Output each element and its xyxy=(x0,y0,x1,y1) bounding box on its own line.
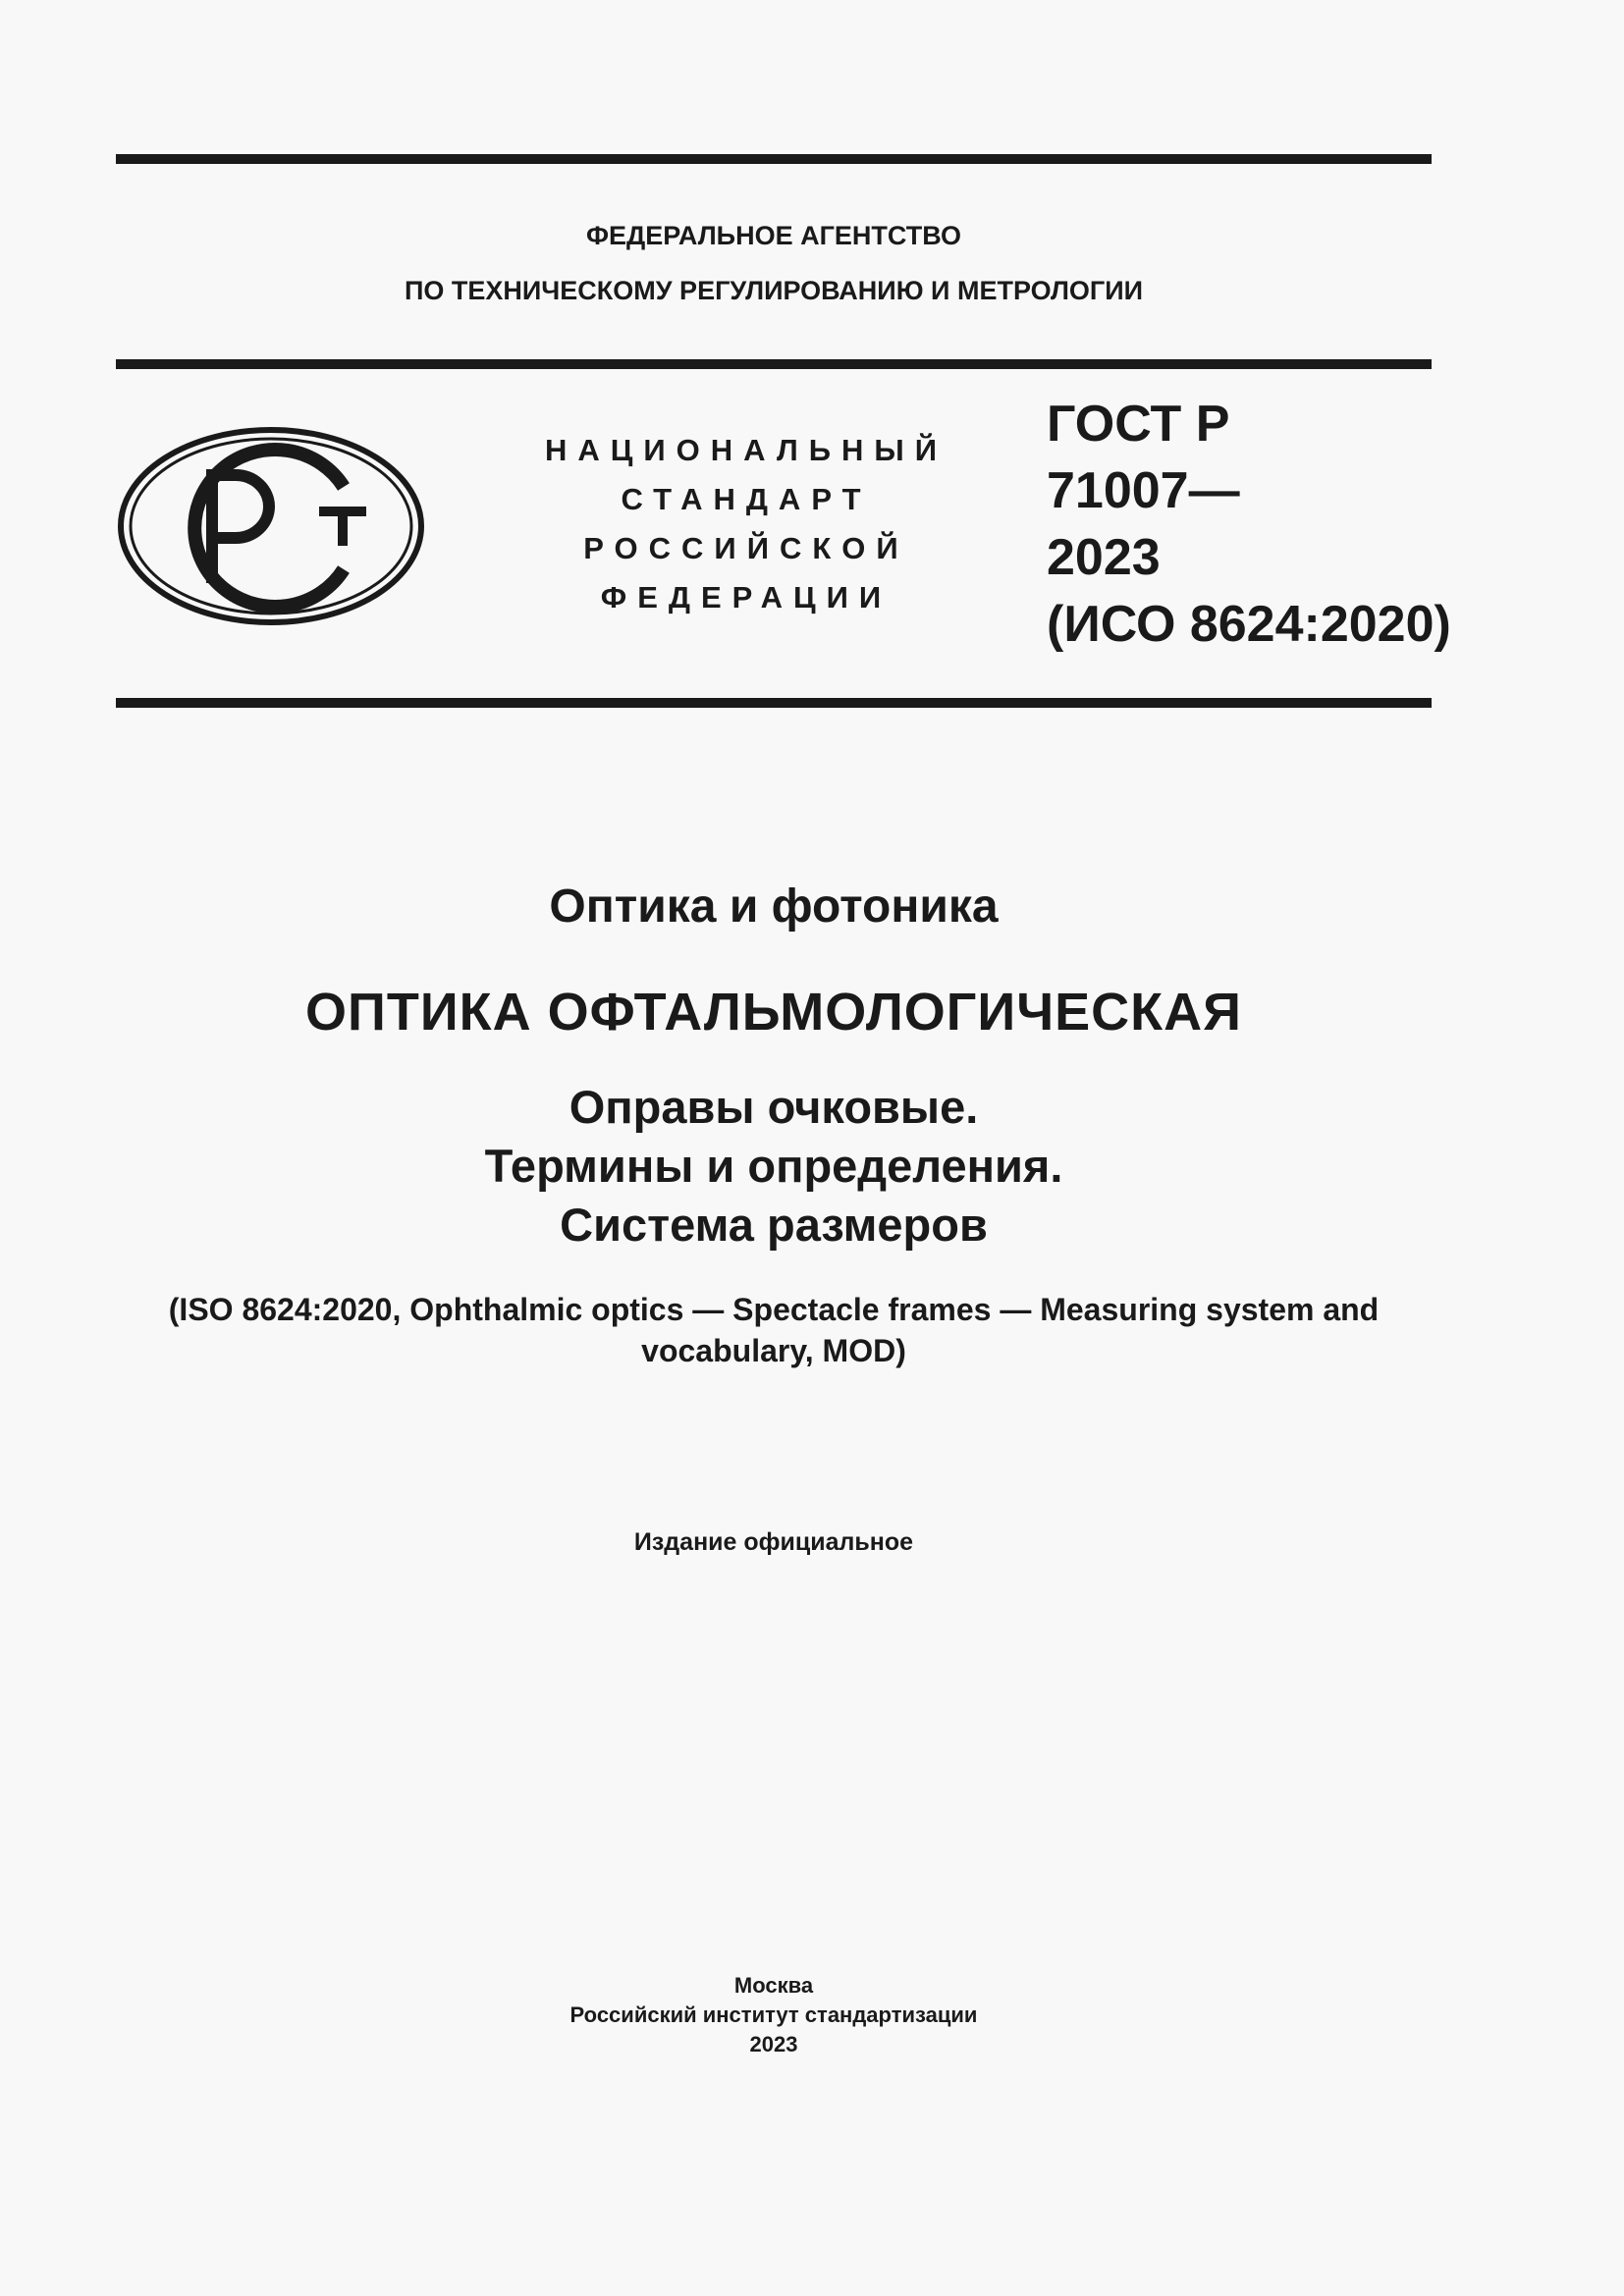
national-line-2: СТАНДАРТ xyxy=(621,482,872,516)
publisher-footer xyxy=(116,1971,1432,2059)
subtitle-line-3: Система размеров xyxy=(560,1199,988,1251)
top-rule xyxy=(116,154,1432,164)
edition-label: Издание официальное xyxy=(633,1528,914,1556)
main-title: ОПТИКА ОФТАЛЬМОЛОГИЧЕСКАЯ xyxy=(305,983,1242,1041)
field-title: Оптика и фотоника xyxy=(549,881,999,933)
source-line-2: vocabulary, MOD) xyxy=(641,1333,906,1368)
subtitle-line-1: Оправы очковые. xyxy=(568,1081,979,1133)
standard-designation xyxy=(1047,391,1451,658)
subtitle-line-2: Термины и определения. xyxy=(484,1140,1063,1192)
agency-line-1: ФЕДЕРАЛЬНОЕ АГЕНТСТВО xyxy=(585,221,962,250)
national-standard-label xyxy=(491,426,1001,622)
designation-line-3: 2023 xyxy=(1047,529,1161,586)
designation-line-1: ГОСТ Р xyxy=(1047,396,1230,453)
agency-heading xyxy=(116,208,1432,318)
footer-year: 2023 xyxy=(749,2032,798,2056)
subtitle-block xyxy=(116,1078,1432,1255)
middle-rule xyxy=(116,359,1432,369)
agency-line-2: ПО ТЕХНИЧЕСКОМУ РЕГУЛИРОВАНИЮ И МЕТРОЛОГИИ xyxy=(404,276,1144,305)
national-line-4: ФЕДЕРАЦИИ xyxy=(600,580,893,614)
national-line-1: НАЦИОНАЛЬНЫЙ xyxy=(544,433,948,467)
source-line-1: (ISO 8624:2020, Ophthalmic optics — Spectacle frames — Measuring system and xyxy=(168,1292,1380,1327)
source-reference xyxy=(116,1289,1432,1371)
rst-emblem-icon xyxy=(116,426,426,626)
designation-line-2: 71007— xyxy=(1047,462,1240,519)
bottom-rule xyxy=(116,698,1432,708)
footer-city: Москва xyxy=(733,1973,814,1998)
designation-line-4: (ИСО 8624:2020) xyxy=(1047,596,1451,653)
national-line-3: РОССИЙСКОЙ xyxy=(583,531,909,565)
footer-publisher: Российский институт стандартизации xyxy=(569,2002,978,2027)
